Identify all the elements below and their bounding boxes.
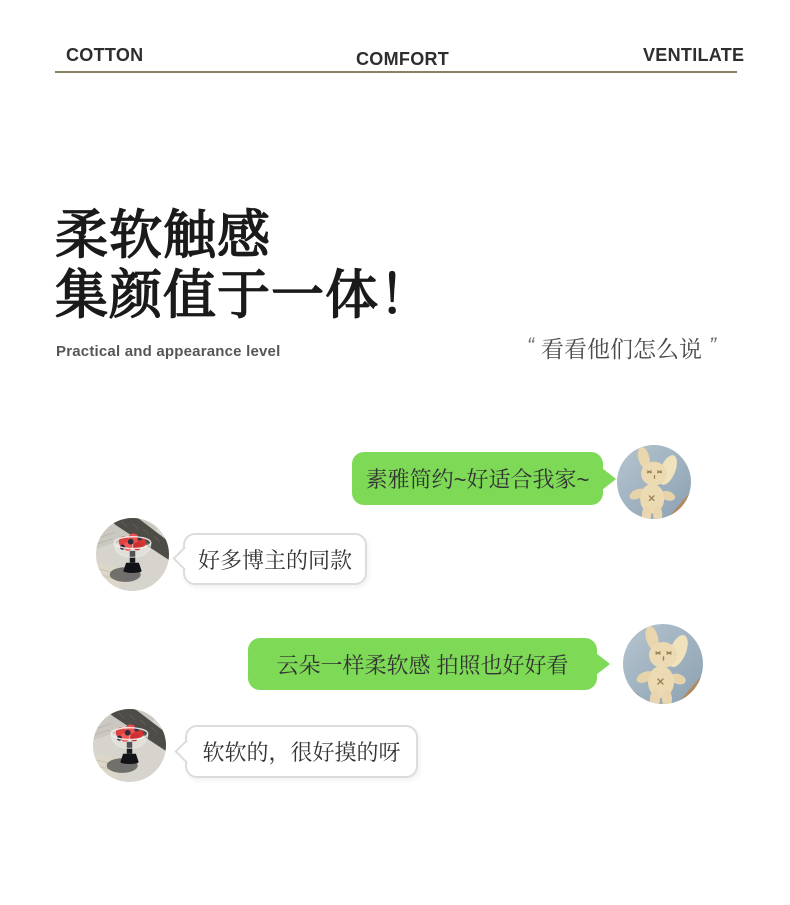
header-label-comfort: COMFORT — [356, 49, 450, 69]
avatar — [96, 518, 169, 591]
bubble-tail — [172, 546, 196, 570]
chat-bubble-green — [248, 638, 597, 690]
chat-bubble-white — [185, 725, 418, 778]
testimonial-quote-text: 看看他们怎么说 — [541, 336, 702, 362]
avatar — [617, 445, 691, 519]
bubble-tail — [602, 468, 616, 490]
chat-bubble-white — [183, 533, 367, 585]
chat-bubble-text: 好多博主的同款 — [197, 547, 352, 573]
page-title-line-2: 集颜值于一体！ — [55, 266, 433, 325]
bubble-tail — [596, 653, 610, 675]
chat-bubble-green — [352, 452, 603, 505]
avatar — [623, 624, 703, 704]
plush-bunny-avatar-icon — [623, 624, 703, 704]
berries-bowl-avatar-icon — [93, 709, 166, 782]
plush-bunny-avatar-icon — [617, 445, 691, 519]
testimonial-quote — [520, 331, 723, 364]
open-quote-mark: “ — [527, 334, 534, 357]
avatar — [93, 709, 166, 782]
page-title-line-1: 柔软触感 — [55, 206, 271, 265]
header-label-cotton: COTTON — [66, 45, 144, 65]
bubble-tail — [174, 739, 198, 763]
chat-bubble-text: 软软的，很好摸的呀 — [202, 740, 401, 765]
header-label-ventilate: VENTILATE — [643, 45, 745, 65]
berries-bowl-avatar-icon — [96, 518, 169, 591]
close-quote-mark: ” — [709, 334, 716, 357]
page-title — [55, 206, 433, 326]
chat-bubble-text: 云朵一样柔软感 拍照也好好看 — [276, 652, 569, 678]
header-underline — [55, 71, 737, 73]
chat-bubble-text: 素雅简约~好适合我家~ — [365, 467, 590, 492]
page-subtitle: Practical and appearance level — [56, 343, 281, 360]
